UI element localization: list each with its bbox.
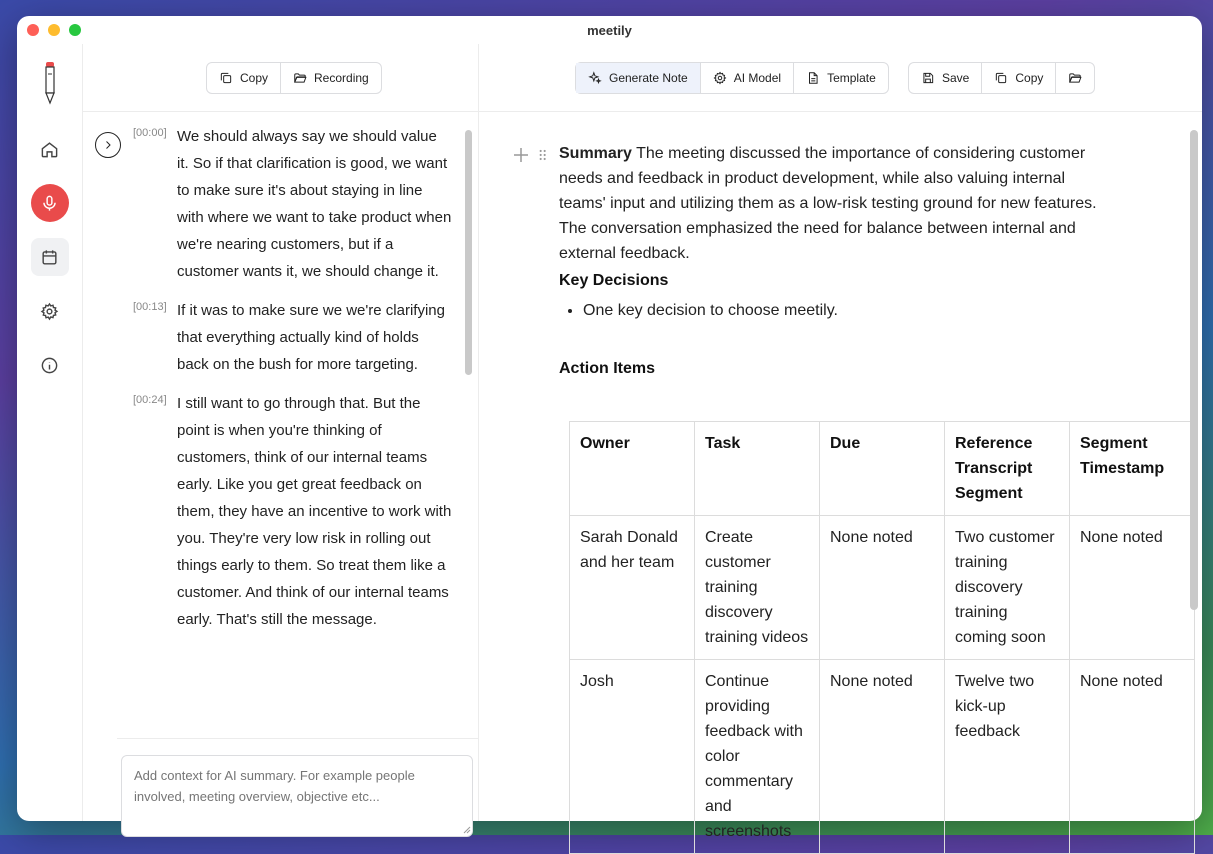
column-header: Reference Transcript Segment xyxy=(945,422,1070,516)
maximize-window-button[interactable] xyxy=(69,24,81,36)
notes-scrollbar[interactable] xyxy=(1190,130,1198,610)
generate-note-label: Generate Note xyxy=(609,71,688,85)
titlebar xyxy=(17,16,1202,44)
record-button[interactable] xyxy=(31,184,69,222)
notes-content[interactable] xyxy=(559,141,1104,378)
sparkle-icon xyxy=(588,71,602,85)
sidebar xyxy=(17,44,83,821)
info-button[interactable] xyxy=(31,346,69,384)
copy-transcript-label: Copy xyxy=(240,71,269,85)
info-icon xyxy=(40,356,59,375)
action-items-table-container xyxy=(569,421,1165,840)
notes-ai-toolbar xyxy=(575,62,889,94)
close-window-button[interactable] xyxy=(27,24,39,36)
key-decisions-list xyxy=(559,298,1104,323)
plus-icon[interactable] xyxy=(512,146,530,164)
column-header: Task xyxy=(695,422,820,516)
gear-icon xyxy=(40,302,59,321)
window-controls xyxy=(27,24,81,36)
notes-pane xyxy=(479,44,1202,840)
save-label: Save xyxy=(942,71,970,85)
table-cell[interactable]: Sarah Donald and her team xyxy=(570,516,695,660)
window-title: meetily xyxy=(587,22,632,38)
copy-icon xyxy=(219,71,233,85)
resize-grip-icon[interactable] xyxy=(463,826,471,834)
table-row xyxy=(570,660,1195,854)
column-header: Segment Timestamp xyxy=(1070,422,1195,516)
segment-text: We should always say we should value it. So if that clarification is good, we want to make sure it's about staying in line with where we want to take product when we're nearing customers, but if a customer wants it, we should change it. xyxy=(177,128,452,280)
table-cell[interactable]: None noted xyxy=(1070,660,1195,854)
transcript-segment xyxy=(133,390,463,633)
summary-heading: Summary xyxy=(559,145,632,162)
transcript-toolbar-divider xyxy=(83,111,478,112)
calendar-button[interactable] xyxy=(31,238,69,276)
folder-open-icon xyxy=(1068,71,1082,85)
segment-timestamp: [00:24] xyxy=(133,394,167,406)
context-input[interactable] xyxy=(121,755,473,837)
template-label: Template xyxy=(827,71,876,85)
template-button[interactable] xyxy=(794,63,888,93)
transcript-toolbar xyxy=(206,62,382,94)
column-header: Owner xyxy=(570,422,695,516)
ai-model-button[interactable] xyxy=(701,63,794,93)
transcript-bottom-divider xyxy=(117,738,479,739)
recording-folder-button[interactable] xyxy=(281,63,381,93)
transcript-scrollbar[interactable] xyxy=(465,130,472,375)
expand-button[interactable] xyxy=(95,132,121,158)
transcript-segment xyxy=(133,297,463,378)
segment-text: If it was to make sure we we're clarifying that everything actually kind of holds back on the bush for more targeting. xyxy=(177,302,445,373)
recording-folder-label: Recording xyxy=(314,71,369,85)
save-icon xyxy=(921,71,935,85)
ai-model-label: AI Model xyxy=(733,71,782,85)
minimize-window-button[interactable] xyxy=(48,24,60,36)
table-cell[interactable]: None noted xyxy=(820,660,945,854)
table-cell[interactable]: None noted xyxy=(1070,516,1195,660)
app-logo-icon xyxy=(44,62,56,102)
chevron-right-icon xyxy=(102,139,114,151)
settings-button[interactable] xyxy=(31,292,69,330)
summary-text: The meeting discussed the importance of considering customer needs and feedback in product development, while also valuing internal teams' input and utilizing them as a low-risk testing ground for new features. The conversation emphasized the need for balance between internal and external feedback. xyxy=(559,145,1097,262)
transcript-list xyxy=(133,123,463,645)
action-items-heading: Action Items xyxy=(559,360,656,377)
copy-transcript-button[interactable] xyxy=(207,63,281,93)
copy-notes-label: Copy xyxy=(1015,71,1044,85)
table-header-row xyxy=(570,422,1195,516)
save-button[interactable] xyxy=(909,63,982,93)
table-cell[interactable]: Continue providing feedback with color commentary and screenshots xyxy=(695,660,820,854)
open-folder-button[interactable] xyxy=(1056,63,1094,93)
app-window xyxy=(17,16,1202,840)
segment-timestamp: [00:13] xyxy=(133,301,167,313)
calendar-icon xyxy=(40,248,59,267)
key-decisions-heading: Key Decisions xyxy=(559,272,669,289)
copy-icon xyxy=(994,71,1008,85)
copy-notes-button[interactable] xyxy=(982,63,1056,93)
block-tools xyxy=(512,146,550,164)
notes-file-toolbar xyxy=(908,62,1095,94)
table-cell[interactable]: None noted xyxy=(820,516,945,660)
column-header: Due xyxy=(820,422,945,516)
transcript-pane xyxy=(83,44,479,821)
home-icon xyxy=(40,140,59,159)
transcript-segment xyxy=(133,123,463,285)
generate-note-button[interactable] xyxy=(576,63,701,93)
gear-icon xyxy=(713,71,727,85)
home-button[interactable] xyxy=(31,130,69,168)
folder-open-icon xyxy=(293,71,307,85)
table-cell[interactable]: Two customer training discovery training coming soon xyxy=(945,516,1070,660)
table-row xyxy=(570,516,1195,660)
table-cell[interactable]: Josh xyxy=(570,660,695,854)
table-cell[interactable]: Create customer training discovery training videos xyxy=(695,516,820,660)
action-items-table xyxy=(569,421,1195,854)
notes-toolbar-divider xyxy=(479,111,1202,112)
list-item: • One key decision to choose meetily. xyxy=(583,298,1104,323)
segment-text: I still want to go through that. But the point is when you're thinking of customers, think of our internal teams early. Like you get great feedback on them, they have an incentive to work with you. They're very low risk in rolling out things early to them. So treat them like a customer. And think of our internal teams early. That's still the message. xyxy=(177,395,452,628)
drag-handle-icon[interactable] xyxy=(538,146,550,164)
document-icon xyxy=(806,71,820,85)
table-cell[interactable]: Twelve two kick-up feedback xyxy=(945,660,1070,854)
microphone-icon xyxy=(40,194,59,213)
summary-paragraph xyxy=(559,141,1104,266)
segment-timestamp: [00:00] xyxy=(133,127,167,139)
